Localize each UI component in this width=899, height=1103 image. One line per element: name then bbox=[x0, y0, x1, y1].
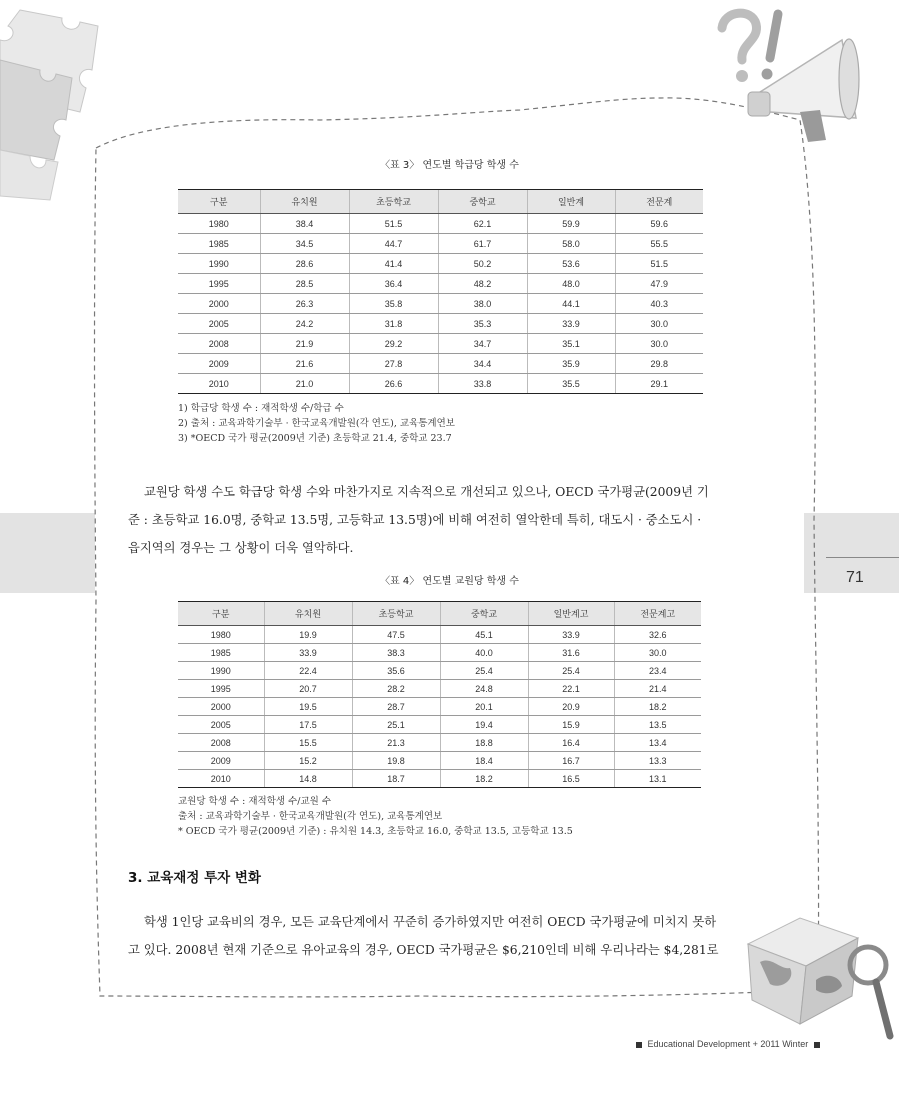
table-cell: 35.5 bbox=[527, 374, 615, 394]
table-cell: 47.9 bbox=[615, 274, 703, 294]
square-bullet-icon bbox=[814, 1042, 820, 1048]
table-row bbox=[178, 274, 703, 294]
table-cell: 35.9 bbox=[527, 354, 615, 374]
table4-note: * OECD 국가 평균(2009년 기준) : 유치원 14.3, 초등학교 16.0, 중학교 13.5, 고등학교 13.5 bbox=[178, 826, 573, 837]
table-cell: 21.9 bbox=[260, 334, 349, 354]
column-header: 구분 bbox=[178, 190, 260, 214]
table-cell: 55.5 bbox=[615, 234, 703, 254]
table-cell: 36.4 bbox=[349, 274, 438, 294]
table-cell: 2000 bbox=[178, 698, 264, 716]
table-cell: 28.2 bbox=[352, 680, 440, 698]
exclamation-icon bbox=[762, 14, 779, 80]
table-cell: 45.1 bbox=[440, 626, 528, 644]
table-cell: 19.9 bbox=[264, 626, 352, 644]
table4-header-row bbox=[178, 602, 701, 626]
body-paragraph-2 bbox=[128, 908, 768, 964]
table-cell: 13.1 bbox=[614, 770, 701, 788]
table-cell: 22.4 bbox=[264, 662, 352, 680]
footer bbox=[636, 1039, 820, 1049]
table-cell: 62.1 bbox=[438, 214, 527, 234]
table-row bbox=[178, 334, 703, 354]
table-row bbox=[178, 314, 703, 334]
table-cell: 2008 bbox=[178, 734, 264, 752]
table-cell: 21.6 bbox=[260, 354, 349, 374]
column-header: 초등학교 bbox=[352, 602, 440, 626]
table-cell: 28.7 bbox=[352, 698, 440, 716]
table-cell: 2005 bbox=[178, 314, 260, 334]
table-cell: 35.1 bbox=[527, 334, 615, 354]
table-row bbox=[178, 294, 703, 314]
column-header: 구분 bbox=[178, 602, 264, 626]
table-cell: 2009 bbox=[178, 354, 260, 374]
table-cell: 26.3 bbox=[260, 294, 349, 314]
table-cell: 1980 bbox=[178, 214, 260, 234]
column-header: 유치원 bbox=[264, 602, 352, 626]
table-cell: 35.6 bbox=[352, 662, 440, 680]
table-cell: 33.9 bbox=[264, 644, 352, 662]
table-cell: 44.7 bbox=[349, 234, 438, 254]
table-cell: 2010 bbox=[178, 374, 260, 394]
table-cell: 44.1 bbox=[527, 294, 615, 314]
table-cell: 21.0 bbox=[260, 374, 349, 394]
table-row bbox=[178, 716, 701, 734]
table-cell: 25.1 bbox=[352, 716, 440, 734]
table-row bbox=[178, 214, 703, 234]
table-row bbox=[178, 680, 701, 698]
table-cell: 18.2 bbox=[614, 698, 701, 716]
table-row bbox=[178, 374, 703, 394]
table-cell: 18.2 bbox=[440, 770, 528, 788]
table-cell: 2008 bbox=[178, 334, 260, 354]
table-cell: 26.6 bbox=[349, 374, 438, 394]
table-cell: 34.4 bbox=[438, 354, 527, 374]
table4-note: 교원당 학생 수 : 재적학생 수/교원 수 bbox=[178, 796, 331, 807]
table-cell: 33.9 bbox=[527, 314, 615, 334]
table-cell: 48.0 bbox=[527, 274, 615, 294]
table-cell: 2005 bbox=[178, 716, 264, 734]
table-cell: 15.9 bbox=[528, 716, 614, 734]
table4-notes bbox=[178, 794, 573, 839]
table-cell: 15.5 bbox=[264, 734, 352, 752]
table-cell: 16.4 bbox=[528, 734, 614, 752]
table3 bbox=[178, 189, 703, 394]
table-cell: 19.4 bbox=[440, 716, 528, 734]
table-cell: 16.5 bbox=[528, 770, 614, 788]
table-cell: 38.3 bbox=[352, 644, 440, 662]
table-cell: 59.6 bbox=[615, 214, 703, 234]
table3-note: 1) 학급당 학생 수 : 재적학생 수/학급 수 bbox=[178, 403, 344, 414]
page-number-rule bbox=[826, 557, 899, 558]
table-row bbox=[178, 752, 701, 770]
table-cell: 1980 bbox=[178, 626, 264, 644]
table3-caption: 〈표 3〉 연도별 학급당 학생 수 bbox=[380, 160, 519, 171]
megaphone-icon bbox=[748, 39, 859, 142]
table-cell: 20.1 bbox=[440, 698, 528, 716]
column-header: 전문계고 bbox=[614, 602, 701, 626]
table-cell: 30.0 bbox=[614, 644, 701, 662]
table-cell: 1990 bbox=[178, 662, 264, 680]
table-cell: 17.5 bbox=[264, 716, 352, 734]
table3-note: 2) 출처 : 교육과학기술부 · 한국교육개발원(각 연도), 교육통계연보 bbox=[178, 418, 455, 429]
table-cell: 2010 bbox=[178, 770, 264, 788]
table-cell: 18.7 bbox=[352, 770, 440, 788]
table-cell: 16.7 bbox=[528, 752, 614, 770]
table-cell: 1985 bbox=[178, 644, 264, 662]
table-row bbox=[178, 698, 701, 716]
column-header: 중학교 bbox=[440, 602, 528, 626]
table-cell: 35.8 bbox=[349, 294, 438, 314]
table-row bbox=[178, 626, 701, 644]
table3-header-row bbox=[178, 190, 703, 214]
puzzle-icon bbox=[0, 10, 98, 200]
table-cell: 33.9 bbox=[528, 626, 614, 644]
table3-note: 3) *OECD 국가 평균(2009년 기준) 초등학교 21.4, 중학교 23.7 bbox=[178, 433, 452, 444]
table-cell: 40.0 bbox=[440, 644, 528, 662]
table-cell: 1990 bbox=[178, 254, 260, 274]
table-cell: 2000 bbox=[178, 294, 260, 314]
table-cell: 25.4 bbox=[528, 662, 614, 680]
square-bullet-icon bbox=[636, 1042, 642, 1048]
table-cell: 22.1 bbox=[528, 680, 614, 698]
footer-text: Educational Development + 2011 Winter bbox=[647, 1039, 809, 1049]
table-cell: 51.5 bbox=[349, 214, 438, 234]
table-cell: 32.6 bbox=[614, 626, 701, 644]
table-cell: 13.5 bbox=[614, 716, 701, 734]
table-cell: 18.4 bbox=[440, 752, 528, 770]
table-cell: 48.2 bbox=[438, 274, 527, 294]
paragraph-line: 고 있다. 2008년 현재 기준으로 유아교육의 경우, OECD 국가평균은 $6,210인데 비해 우리나라는 $4,281로 bbox=[128, 943, 719, 957]
table-cell: 18.8 bbox=[440, 734, 528, 752]
table-cell: 50.2 bbox=[438, 254, 527, 274]
paragraph-line: 준 : 초등학교 16.0명, 중학교 13.5명, 고등학교 13.5명)에 비해 여전히 열악한데 특히, 대도시 · 중소도시 · bbox=[128, 513, 702, 527]
table-cell: 20.9 bbox=[528, 698, 614, 716]
page-number: 71 bbox=[846, 569, 864, 586]
table-cell: 19.8 bbox=[352, 752, 440, 770]
table-cell: 2009 bbox=[178, 752, 264, 770]
table-cell: 23.4 bbox=[614, 662, 701, 680]
table-row bbox=[178, 354, 703, 374]
table-cell: 38.0 bbox=[438, 294, 527, 314]
table-cell: 34.7 bbox=[438, 334, 527, 354]
paragraph-line: 교원당 학생 수도 학급당 학생 수와 마찬가지로 지속적으로 개선되고 있으나, OECD 국가평균(2009년 기 bbox=[144, 485, 709, 499]
table-cell: 29.2 bbox=[349, 334, 438, 354]
table-cell: 29.1 bbox=[615, 374, 703, 394]
table-row bbox=[178, 770, 701, 788]
table-cell: 30.0 bbox=[615, 334, 703, 354]
paragraph-line: 읍지역의 경우는 그 상황이 더욱 열악하다. bbox=[128, 541, 354, 555]
table-row bbox=[178, 662, 701, 680]
question-mark-icon bbox=[722, 13, 757, 82]
table-cell: 15.2 bbox=[264, 752, 352, 770]
table-cell: 13.4 bbox=[614, 734, 701, 752]
table-row bbox=[178, 254, 703, 274]
column-header: 유치원 bbox=[260, 190, 349, 214]
table-cell: 41.4 bbox=[349, 254, 438, 274]
table-cell: 28.5 bbox=[260, 274, 349, 294]
table-cell: 31.8 bbox=[349, 314, 438, 334]
table-cell: 13.3 bbox=[614, 752, 701, 770]
table-row bbox=[178, 644, 701, 662]
table-cell: 30.0 bbox=[615, 314, 703, 334]
table-cell: 21.3 bbox=[352, 734, 440, 752]
table4-caption: 〈표 4〉 연도별 교원당 학생 수 bbox=[380, 576, 519, 587]
table-cell: 34.5 bbox=[260, 234, 349, 254]
column-header: 중학교 bbox=[438, 190, 527, 214]
table-cell: 38.4 bbox=[260, 214, 349, 234]
column-header: 일반계고 bbox=[528, 602, 614, 626]
table4 bbox=[178, 601, 701, 788]
table-cell: 29.8 bbox=[615, 354, 703, 374]
table-cell: 61.7 bbox=[438, 234, 527, 254]
column-header: 초등학교 bbox=[349, 190, 438, 214]
table4-note: 출처 : 교육과학기술부 · 한국교육개발원(각 연도), 교육통계연보 bbox=[178, 811, 443, 822]
paragraph-line: 학생 1인당 교육비의 경우, 모든 교육단계에서 꾸준히 증가하였지만 여전히 OECD 국가평균에 미치지 못하 bbox=[144, 915, 717, 929]
table-cell: 47.5 bbox=[352, 626, 440, 644]
table-cell: 58.0 bbox=[527, 234, 615, 254]
table-cell: 33.8 bbox=[438, 374, 527, 394]
table-cell: 40.3 bbox=[615, 294, 703, 314]
table3-notes bbox=[178, 401, 455, 446]
table-cell: 59.9 bbox=[527, 214, 615, 234]
table-cell: 27.8 bbox=[349, 354, 438, 374]
column-header: 전문계 bbox=[615, 190, 703, 214]
table-cell: 53.6 bbox=[527, 254, 615, 274]
table-cell: 28.6 bbox=[260, 254, 349, 274]
table-cell: 35.3 bbox=[438, 314, 527, 334]
table-row bbox=[178, 734, 701, 752]
table-cell: 20.7 bbox=[264, 680, 352, 698]
table-cell: 21.4 bbox=[614, 680, 701, 698]
table-cell: 51.5 bbox=[615, 254, 703, 274]
table-row bbox=[178, 234, 703, 254]
table-cell: 24.8 bbox=[440, 680, 528, 698]
table-cell: 1995 bbox=[178, 274, 260, 294]
table-cell: 1985 bbox=[178, 234, 260, 254]
column-header: 일반계 bbox=[527, 190, 615, 214]
table-cell: 19.5 bbox=[264, 698, 352, 716]
body-paragraph-1 bbox=[128, 478, 768, 562]
table-cell: 31.6 bbox=[528, 644, 614, 662]
table-cell: 1995 bbox=[178, 680, 264, 698]
table-cell: 25.4 bbox=[440, 662, 528, 680]
table-cell: 14.8 bbox=[264, 770, 352, 788]
table-cell: 24.2 bbox=[260, 314, 349, 334]
section-heading: 3. 교육재정 투자 변화 bbox=[128, 870, 261, 886]
